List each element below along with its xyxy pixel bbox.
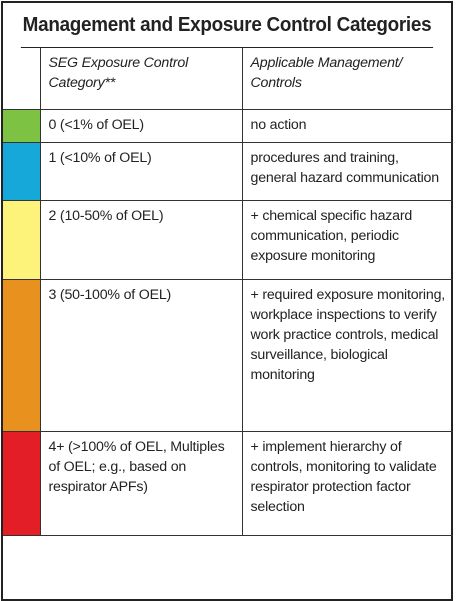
category-label: 2 (10-50% of OEL) bbox=[48, 207, 164, 224]
table-title: Management and Exposure Control Categories bbox=[21, 3, 433, 48]
category-cell bbox=[40, 142, 242, 200]
header-controls-label: Applicable Management/ Controls bbox=[250, 55, 403, 91]
category-cell bbox=[40, 279, 242, 431]
table-row bbox=[3, 142, 453, 200]
category-cell bbox=[40, 109, 242, 142]
header-swatch-cell bbox=[3, 48, 40, 109]
controls-cell bbox=[242, 200, 453, 279]
category-1-color-swatch bbox=[3, 142, 40, 200]
category-label: 4+ (>100% of OEL, Multiples of OEL; e.g., based on respirator APFs) bbox=[48, 438, 225, 495]
header-controls-cell bbox=[242, 48, 453, 109]
category-2-color-swatch bbox=[3, 200, 40, 279]
exposure-control-table bbox=[3, 48, 453, 536]
controls-cell bbox=[242, 279, 453, 431]
category-cell bbox=[40, 431, 242, 535]
category-3-color-swatch bbox=[3, 279, 40, 431]
controls-label: no action bbox=[250, 116, 307, 133]
header-category-cell bbox=[40, 48, 242, 109]
category-cell bbox=[40, 200, 242, 279]
table-row bbox=[3, 109, 453, 142]
category-label: 3 (50-100% of OEL) bbox=[48, 286, 172, 303]
header-category-label: SEG Exposure Control Category** bbox=[48, 55, 189, 91]
table-row bbox=[3, 279, 453, 431]
category-4-color-swatch bbox=[3, 431, 40, 535]
controls-label: + chemical specific hazard communication, periodic exposure monitoring bbox=[250, 207, 413, 264]
controls-label: + required exposure monitoring, workplace inspections to verify work practice controls, medical surveillance, biological monitoring bbox=[250, 286, 446, 383]
category-label: 0 (<1% of OEL) bbox=[48, 116, 144, 133]
table-row bbox=[3, 200, 453, 279]
controls-cell bbox=[242, 142, 453, 200]
header-row bbox=[3, 48, 453, 109]
controls-cell bbox=[242, 431, 453, 535]
controls-label: procedures and training, general hazard communication bbox=[250, 149, 439, 186]
controls-label: + implement hierarchy of controls, monitoring to validate respirator protection factor selection bbox=[250, 438, 437, 515]
controls-cell bbox=[242, 109, 453, 142]
table-row bbox=[3, 431, 453, 535]
category-label: 1 (<10% of OEL) bbox=[48, 149, 152, 166]
exposure-control-table-frame bbox=[1, 1, 453, 601]
category-0-color-swatch bbox=[3, 109, 40, 142]
